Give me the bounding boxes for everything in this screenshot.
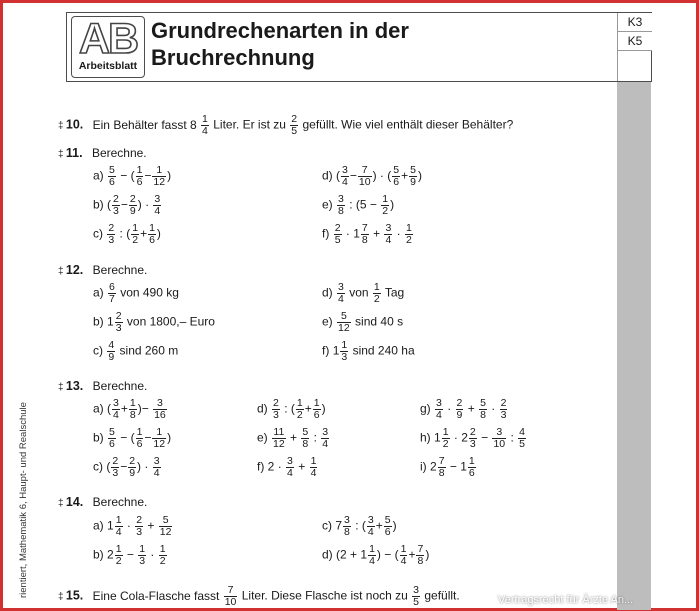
difficulty-marker: ‡ bbox=[58, 498, 63, 509]
difficulty-marker: ‡ bbox=[58, 120, 63, 132]
task-number: 10. bbox=[65, 117, 84, 132]
task-13-f: f) 2 · $\frac{3}{4}$ + $\frac{1}{4}$ bbox=[257, 455, 317, 479]
difficulty-marker: ‡ bbox=[58, 591, 63, 603]
task-12-d: d) $\frac{3}{4}$ von $\frac{1}{2}$ Tag bbox=[322, 281, 405, 305]
task-13-a: a) ( $\frac{3}{4}$ + $\frac{1}{8}$ )− $\frac{3}{16}$ bbox=[93, 397, 166, 421]
task-number: 14. bbox=[65, 495, 84, 509]
task-instruction: Berechne. bbox=[92, 495, 148, 509]
task-12-c: c) $\frac{4}{9}$ sind 260 m bbox=[93, 339, 179, 363]
task-text: Ein Behälter fasst 8 bbox=[92, 117, 197, 132]
task-11-c: c) $\frac{2}{3}$ : ( $\frac{1}{2}$ + $\frac{1}{6}$ ) bbox=[93, 222, 161, 246]
task-11-e: e) $\frac{3}{8}$ : (5 − $\frac{1}{2}$ ) bbox=[322, 193, 395, 217]
badge-k5: K5 bbox=[618, 32, 652, 51]
task-14-a: a) 1 $\frac{1}{4}$ · $\frac{2}{3}$ + $\frac{5}{12}$ bbox=[93, 514, 172, 538]
task-14-b: b) 2 $\frac{1}{2}$ − $\frac{1}{3}$ · $\frac{1}{2}$ bbox=[93, 543, 166, 567]
difficulty-marker: ‡ bbox=[58, 149, 63, 160]
task-11-f: f) $\frac{2}{5}$ · 1 $\frac{7}{8}$ + $\frac{3}{4}$ · $\frac{1}{2}$ bbox=[322, 222, 412, 246]
task-instruction: Berechne. bbox=[91, 146, 147, 160]
arbeitsblatt-logo bbox=[71, 16, 145, 78]
task-10 bbox=[58, 114, 513, 137]
fraction: $\frac{3}{5}$ bbox=[413, 584, 420, 608]
task-instruction: Berechne. bbox=[92, 379, 148, 393]
task-text: gefüllt. Wie viel enthält dieser Behälter? bbox=[302, 117, 514, 132]
task-13-heading bbox=[58, 379, 147, 395]
task-text: Liter. Diese Flasche ist noch zu bbox=[241, 588, 408, 603]
task-13-e: e) $\frac{11}{12}$ + $\frac{5}{8}$ : $\frac{3}{4}$ bbox=[257, 426, 329, 450]
task-text: Eine Cola-Flasche fasst bbox=[92, 588, 220, 603]
task-13-b: b) $\frac{5}{6}$ − ( $\frac{1}{6}$ − $\frac{1}{12}$ ) bbox=[93, 426, 172, 450]
task-13-g: g) $\frac{3}{4}$ · $\frac{2}{9}$ + $\frac{5}{8}$ · $\frac{2}{3}$ bbox=[420, 397, 507, 421]
task-11-b: b) ( $\frac{2}{3}$ − $\frac{2}{9}$ ) · $\frac{3}{4}$ bbox=[93, 193, 161, 217]
page-title bbox=[151, 17, 409, 71]
task-13-d: d) $\frac{2}{3}$ : ( $\frac{1}{2}$ + $\frac{1}{6}$ ) bbox=[257, 397, 326, 421]
task-15 bbox=[58, 585, 460, 608]
fraction: $\frac{7}{10}$ bbox=[224, 584, 237, 608]
title-line-1: Grundrechenarten in der bbox=[151, 18, 409, 43]
logo-label: Arbeitsblatt bbox=[78, 60, 138, 72]
margin-bar bbox=[617, 80, 651, 610]
task-text: gefüllt. bbox=[424, 588, 460, 603]
task-12-e: e) $\frac{5}{12}$ sind 40 s bbox=[322, 310, 404, 334]
task-12-b: b) 1 $\frac{2}{3}$ von 1800,– Euro bbox=[93, 310, 215, 334]
task-12-heading bbox=[58, 263, 147, 279]
title-line-2: Bruchrechnung bbox=[151, 45, 315, 70]
badge-k3: K3 bbox=[618, 13, 652, 32]
task-text: Liter. Er ist zu bbox=[213, 117, 286, 132]
task-13-c: c) ( $\frac{2}{3}$ − $\frac{2}{9}$ ) · $\frac{3}{4}$ bbox=[93, 455, 160, 479]
difficulty-marker: ‡ bbox=[58, 382, 63, 393]
worksheet-header bbox=[66, 12, 652, 82]
competence-badges bbox=[617, 13, 652, 81]
task-number: 13. bbox=[65, 379, 84, 393]
watermark: Vertragsrecht für Ärzte An... bbox=[498, 594, 634, 606]
task-11-a: a) $\frac{5}{6}$ − ( $\frac{1}{6}$ − $\frac{1}{12}$ ) bbox=[93, 164, 172, 188]
task-instruction: Berechne. bbox=[92, 263, 148, 277]
side-caption: rientiert, Mathematik 6, Haupt- und Realschule bbox=[18, 402, 29, 598]
fraction: $\frac{2}{5}$ bbox=[291, 113, 298, 137]
fraction: $\frac{1}{4}$ bbox=[202, 113, 208, 137]
task-12-a: a) $\frac{6}{7}$ von 490 kg bbox=[93, 281, 179, 305]
task-number: 11. bbox=[65, 146, 83, 160]
task-14-c: c) 7 $\frac{3}{8}$ : ( $\frac{3}{4}$ + $\frac{5}{6}$ ) bbox=[322, 514, 397, 538]
task-11-d: d) ( $\frac{3}{4}$ − $\frac{7}{10}$ ) · ( $\frac{5}{6}$ + $\frac{5}{9}$ ) bbox=[322, 164, 422, 188]
task-13-h: h) 1 $\frac{1}{2}$ · 2 $\frac{2}{3}$ − $\frac{3}{10}$ : $\frac{4}{5}$ bbox=[420, 426, 525, 450]
task-13-i: i) 2 $\frac{7}{8}$ − 1 $\frac{1}{6}$ bbox=[420, 455, 475, 479]
difficulty-marker: ‡ bbox=[58, 266, 63, 277]
task-14-heading bbox=[58, 495, 147, 511]
task-number: 15. bbox=[65, 588, 84, 603]
task-12-f: f) 1 $\frac{1}{3}$ sind 240 ha bbox=[322, 339, 415, 363]
task-number: 12. bbox=[65, 263, 84, 277]
logo-letters: AB bbox=[78, 15, 138, 63]
task-14-d: d) (2 + 1 $\frac{1}{4}$ ) − ( $\frac{1}{4}$ + $\frac{7}{8}$ ) bbox=[322, 543, 430, 567]
task-11-heading bbox=[58, 146, 147, 162]
